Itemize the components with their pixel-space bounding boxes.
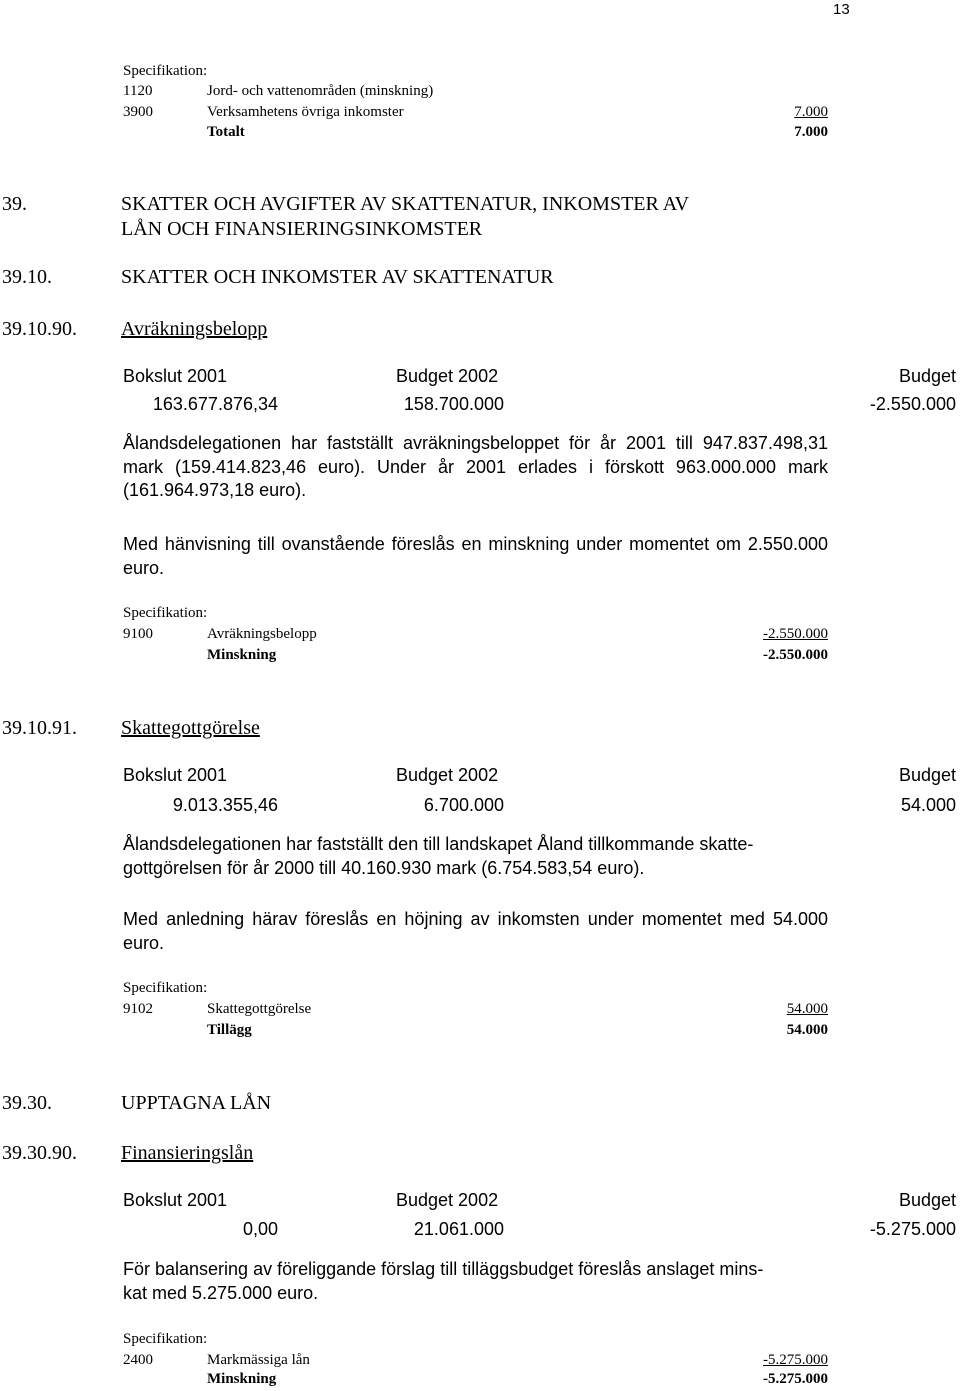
paragraph-finansieringslan-1a: För balansering av föreliggande förslag till tilläggsbudget föreslås anslaget mins-: [123, 1259, 764, 1279]
spec-amount-3900: 7.000: [794, 104, 828, 120]
spec-code-1120: 1120: [123, 83, 153, 99]
section-39-30-number: 39.30.: [2, 1092, 52, 1114]
spec-label-top: Specifikation:: [123, 63, 208, 79]
moment-39-30-90-title: Finansieringslån: [121, 1142, 254, 1164]
spec-code-2400: 2400: [123, 1352, 153, 1368]
paragraph-skattegottgorelse-1a: Ålandsdelegationen har fastställt den till landskapet Åland tillkommande skatte-: [123, 834, 754, 854]
spec-sum-amount-9100: -2.550.000: [763, 647, 828, 663]
moment-39-30-90-number: 39.30.90.: [2, 1142, 77, 1164]
section-39-30-title: UPPTAGNA LÅN: [121, 1092, 272, 1114]
col-header-budget: Budget: [898, 765, 956, 785]
moment-39-10-90-number: 39.10.90.: [2, 318, 77, 340]
spec-amount-2400: -5.275.000: [763, 1352, 828, 1368]
spec-label-9102: Specifikation:: [123, 980, 208, 996]
paragraph-skattegottgorelse-1b: gottgörelsen för år 2000 till 40.160.930 mark (6.754.583,54 euro).: [123, 858, 645, 878]
section-39-10-number: 39.10.: [2, 266, 52, 288]
paragraph-finansieringslan-1b: kat med 5.275.000 euro.: [123, 1283, 319, 1303]
spec-sum-label-9100: Minskning: [207, 647, 277, 663]
spec-amount-9102: 54.000: [786, 1001, 828, 1017]
paragraph-avrakning-2: Med hänvisning till ovanstående föreslås en minskning under momentet om 2.550.000 euro.: [123, 534, 828, 578]
section-39-number: 39.: [2, 193, 27, 215]
spec-text-2400: Markmässiga lån: [207, 1352, 310, 1368]
value-bokslut: 0,00: [242, 1219, 278, 1239]
col-header-budget: Budget: [898, 366, 956, 386]
value-budget: 54.000: [900, 795, 956, 815]
spec-label-2400: Specifikation:: [123, 1331, 208, 1347]
value-bokslut: 163.677.876,34: [152, 394, 278, 414]
value-budget-2002: 158.700.000: [403, 394, 504, 414]
spec-total-label: Totalt: [207, 124, 245, 140]
spec-text-3900: Verksamhetens övriga inkomster: [207, 104, 404, 120]
paragraph-skattegottgorelse-2: Med anledning härav föreslås en höjning av inkomsten under momentet med 54.000 euro.: [123, 909, 828, 953]
col-header-bokslut: Bokslut 2001: [123, 366, 228, 386]
value-budget: -2.550.000: [869, 394, 956, 414]
spec-text-9100: Avräkningsbelopp: [207, 626, 317, 642]
section-39-10-title: SKATTER OCH INKOMSTER AV SKATTENATUR: [121, 266, 554, 288]
col-header-budget-2002: Budget 2002: [396, 765, 499, 785]
page-number: 13: [833, 1, 850, 18]
spec-code-3900: 3900: [123, 104, 153, 120]
value-budget-2002: 21.061.000: [413, 1219, 504, 1239]
col-header-bokslut: Bokslut 2001: [123, 1190, 228, 1210]
section-39-title-line1: SKATTER OCH AVGIFTER AV SKATTENATUR, INKOMSTER AV: [121, 193, 690, 215]
col-header-budget-2002: Budget 2002: [396, 366, 499, 386]
section-39-title-line2: LÅN OCH FINANSIERINGSINKOMSTER: [121, 218, 483, 240]
col-header-budget-2002: Budget 2002: [396, 1190, 499, 1210]
spec-text-9102: Skattegottgörelse: [207, 1001, 312, 1017]
spec-total-amount: 7.000: [794, 124, 828, 140]
spec-code-9100: 9100: [123, 626, 153, 642]
spec-sum-amount-9102: 54.000: [786, 1022, 828, 1038]
spec-amount-9100: -2.550.000: [763, 626, 828, 642]
moment-39-10-91-number: 39.10.91.: [2, 717, 77, 739]
spec-sum-label-9102: Tillägg: [207, 1022, 252, 1038]
paragraph-avrakning-1: Ålandsdelegationen har fastställt avräkningsbeloppet för år 2001 till 947.837.498,31 mark (159.414.823,46 euro). Under år 2001 erlades i förskott 963.000.000 mark (161.964.973,18 euro).: [123, 433, 828, 501]
value-bokslut: 9.013.355,46: [172, 795, 278, 815]
spec-text-1120: Jord- och vattenområden (minskning): [207, 83, 434, 99]
value-budget-2002: 6.700.000: [423, 795, 504, 815]
spec-sum-label-2400: Minskning: [207, 1371, 277, 1387]
col-header-budget: Budget: [898, 1190, 956, 1210]
col-header-bokslut: Bokslut 2001: [123, 765, 228, 785]
moment-39-10-90-title: Avräkningsbelopp: [121, 318, 268, 340]
spec-label-9100: Specifikation:: [123, 605, 208, 621]
value-budget: -5.275.000: [869, 1219, 956, 1239]
moment-39-10-91-title: Skattegottgörelse: [121, 717, 260, 739]
spec-sum-amount-2400: -5.275.000: [763, 1371, 828, 1387]
spec-code-9102: 9102: [123, 1001, 153, 1017]
